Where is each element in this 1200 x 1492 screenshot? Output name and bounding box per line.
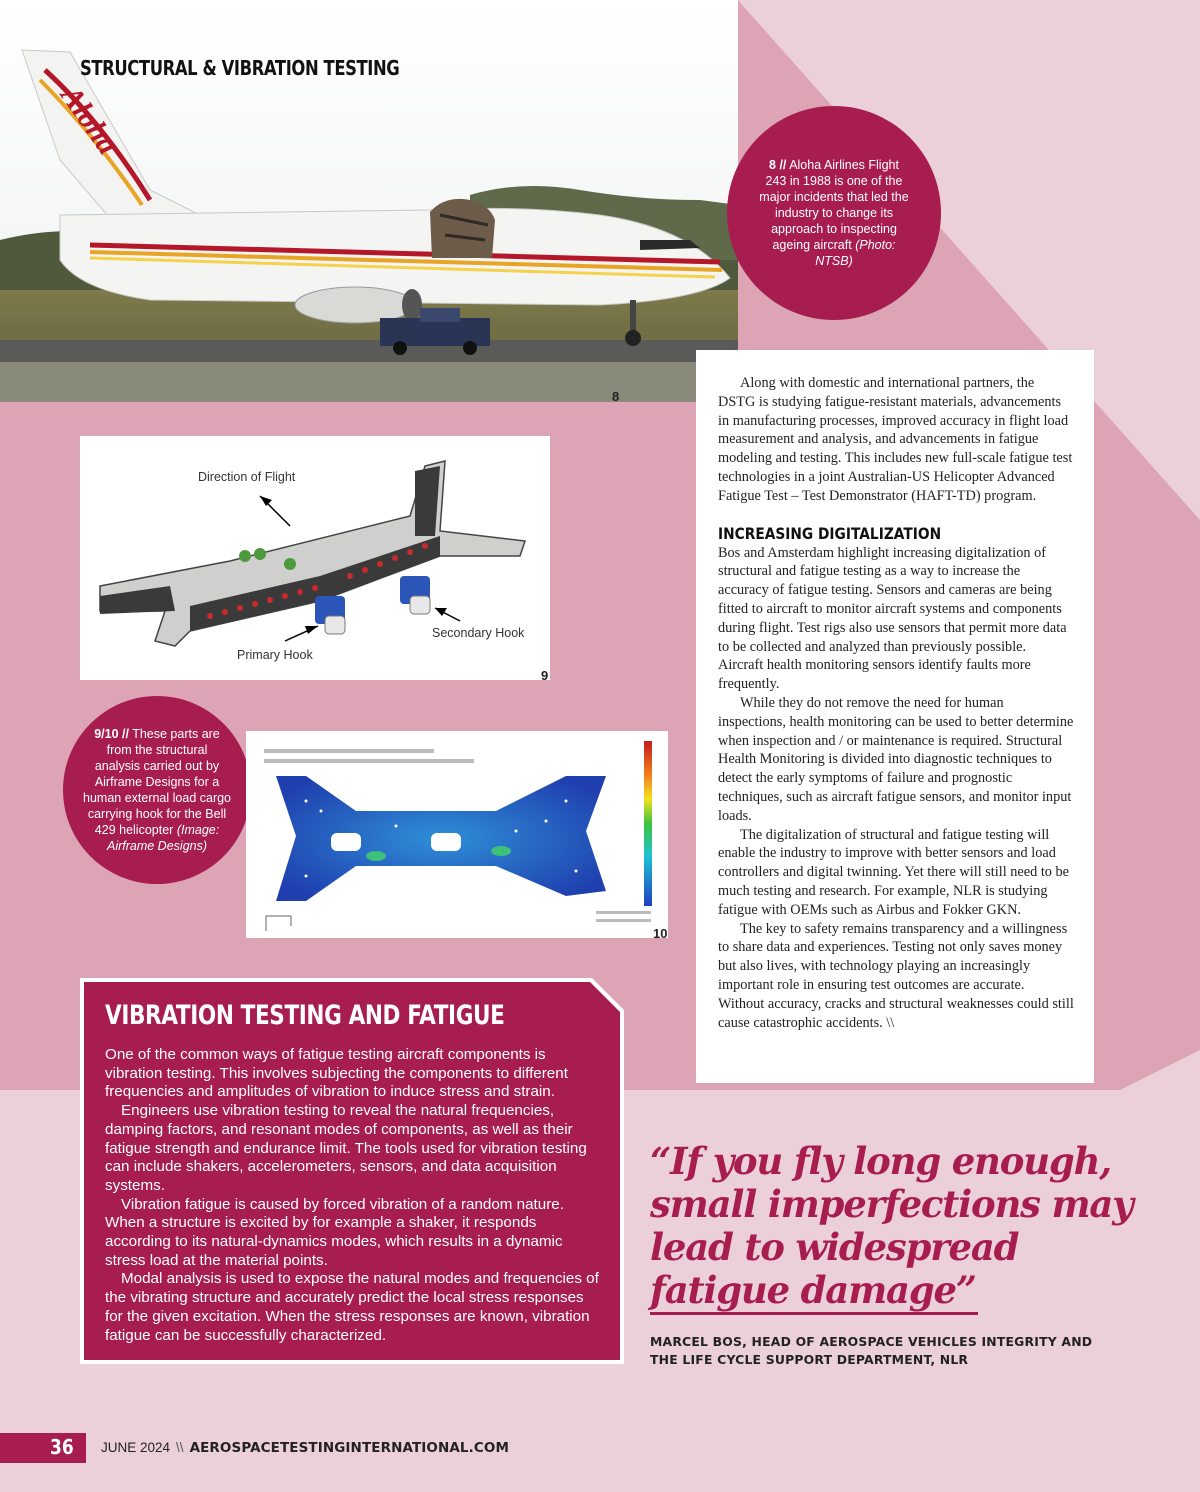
sidebar-paragraph-4: Modal analysis is used to expose the natural modes and frequencies of the vibrating structure and accurately predict the local stress responses for the given excitation. When the stress responses are known, vibration fatigue can be successfully characterized. <box>105 1270 599 1344</box>
sidebar-paragraph-2: Engineers use vibration testing to reveal the natural frequencies, damping factors, and resonant modes of components, as well as their fatigue strength and endurance limit. The tools used for vibration testing can include shakers, accelerometers, sensors, and data acquisition systems. <box>105 1102 587 1194</box>
sidebar-title: VIBRATION TESTING AND FATIGUE <box>105 1000 505 1031</box>
svg-text:Aloha: Aloha <box>54 80 125 161</box>
article-text-column <box>696 350 1094 1083</box>
label-direction-of-flight: Direction of Flight <box>198 470 296 484</box>
article-paragraph-2: Bos and Amsterdam highlight increasing digitalization of structural and fatigue testing as a way to increase the accuracy of fatigue testing. Sensors and cameras are being fitted to aircraft to monitor aircraft systems and components during flight. Test rigs also use sensors that permit more data to be collected and analyzed than previously possible. Aircraft health monitoring sensors identify faults more frequently. <box>718 544 1067 693</box>
footer-website: AEROSPACETESTINGINTERNATIONAL.COM <box>189 1440 509 1456</box>
caption-8-text: Aloha Airlines Flight 243 in 1988 is one of the major incidents that led the industry to change its approach to inspecting ageing aircraft <box>759 158 909 252</box>
caption-circle-8 <box>727 106 941 320</box>
footer <box>101 1440 509 1456</box>
footer-date: JUNE 2024 <box>101 1440 171 1455</box>
quote-attribution: MARCEL BOS, HEAD OF AEROSPACE VEHICLES INTEGRITY AND THE LIFE CYCLE SUPPORT DEPARTMENT, NLR <box>650 1334 1093 1367</box>
footer-separator: \\ <box>176 1440 184 1455</box>
figure-10-stress-analysis <box>246 731 668 938</box>
page-number: 36 <box>50 1435 74 1459</box>
article-subheading: INCREASING DIGITALIZATION <box>718 523 942 543</box>
caption-8-number: 8 // <box>769 158 787 172</box>
figure-8-number: 8 <box>612 389 620 404</box>
figure-9-hook-frame <box>80 436 550 680</box>
article-paragraph-1: Along with domestic and international partners, the DSTG is studying fatigue-resistant materials, advancements in manufacturing processes, improved accuracy in flight load measurement and analysis, and advancements in fatigue modeling and testing. This includes new full-scale fatigue test technologies in a joint Australian-US Helicopter Advanced Fatigue Test – Test Demonstrator (HAFT-TD) program. <box>718 375 1073 504</box>
sidebar-vibration-testing <box>80 978 624 1364</box>
caption-circle-9-10 <box>63 696 251 884</box>
article-paragraph-5: The key to safety remains transparency and a willingness to share data and experiences. Testing not only saves money but also lives, with technology playing an increasingly important role in ensuring test outcomes are accurate. Without accuracy, cracks and structural weaknesses could still cause catastrophic accidents. \\ <box>718 920 1074 1031</box>
quote-underline <box>650 1312 978 1315</box>
figure-10-number: 10 <box>653 926 668 941</box>
sidebar-paragraph-1: One of the common ways of fatigue testing aircraft components is vibration testing. This involves subjecting the components to different frequencies and amplitudes of vibration to induce stress and strain. <box>105 1046 568 1101</box>
caption-9-10-credit: (Image: Airframe Designs) <box>106 823 220 853</box>
label-primary-hook: Primary Hook <box>237 648 313 662</box>
sidebar-paragraph-3: Vibration fatigue is caused by forced vibration of a random nature. When a structure is excited by for example a shaker, it responds according to its natural-dynamics modes, which results in a dynamic stress load at the material points. <box>105 1195 564 1269</box>
pull-quote: “If you fly long enough, small imperfections may lead to widespread fatigue damage” <box>650 1139 1133 1312</box>
caption-9-10-number: 9/10 // <box>94 727 129 741</box>
article-paragraph-3: While they do not remove the need for human inspections, health monitoring can be used to better determine when inspection and / or maintenance is required. Structural Health Monitoring is divided into diagnostic techniques to detect the early symptoms of failure and prognostic techniques, such as aircraft fatigue sensors, and monitor input loads. <box>718 694 1074 824</box>
article-paragraph-4: The digitalization of structural and fatigue testing will enable the industry to improve with better sensors and load controllers and digital twinning. Yet there will still need to be much testing and research. For example, NLR is studying fatigue with OEMs such as Airbus and Fokker GKN. <box>718 826 1070 918</box>
caption-8-credit: (Photo: NTSB) <box>815 238 896 268</box>
caption-9-10-text: These parts are from the structural analysis carried out by Airframe Designs for a human external load cargo carrying hook for the Bell 429 helicopter <box>83 727 232 837</box>
label-secondary-hook: Secondary Hook <box>432 626 525 640</box>
figure-9-number: 9 <box>541 668 549 683</box>
section-label: STRUCTURAL & VIBRATION TESTING <box>80 56 400 80</box>
